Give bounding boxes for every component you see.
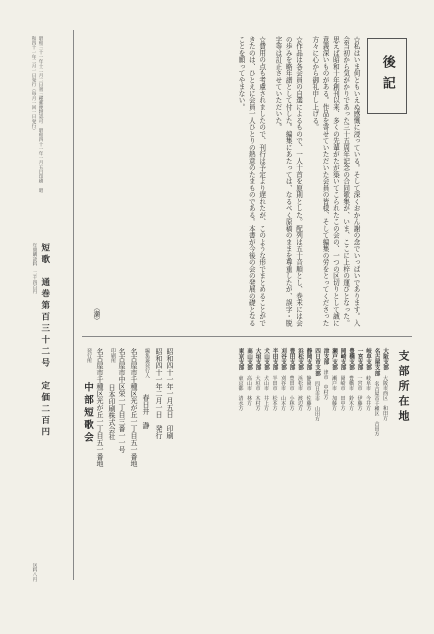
afterword-title-box	[367, 38, 407, 114]
publisher-label: 発行所	[86, 348, 92, 363]
branch-item	[372, 348, 381, 548]
branch-item	[355, 348, 364, 548]
branch-address: 四日市市 山田方	[314, 381, 320, 421]
branch-name: 大垣支部	[254, 348, 261, 371]
branch-name: 四日市支部	[314, 348, 320, 376]
branch-name: 高山支部	[246, 348, 252, 371]
branches-title: 支部所在地	[397, 350, 410, 425]
branch-item	[279, 348, 288, 548]
branch-item	[364, 348, 373, 548]
branch-address: 浜松市 渡辺方	[297, 375, 303, 411]
branch-name: 犬山支部	[263, 348, 269, 371]
branch-item	[304, 348, 313, 548]
branch-item	[245, 348, 254, 548]
branch-name: 瀬戸支部	[331, 348, 337, 371]
branch-address: 豊田市 小林方	[288, 375, 295, 411]
branch-address: 犬山市 井上方	[263, 375, 269, 411]
afterword-signature: （瀬）	[91, 304, 100, 324]
branch-item	[321, 348, 330, 548]
afterword-section	[82, 30, 407, 330]
colophon-divider	[73, 30, 74, 580]
branch-name: 名古屋支部	[373, 348, 380, 376]
branch-address: 高山市 林方	[246, 375, 252, 406]
editor-name: 春日井 瀞	[142, 394, 150, 429]
branch-name: 岡崎支部	[339, 348, 346, 371]
section-divider	[82, 336, 412, 337]
branch-address: 東京都 清水方	[237, 375, 244, 411]
colophon-footnote: 送料八円	[31, 563, 37, 582]
afterword-body	[230, 36, 361, 328]
branch-address: 瀬戸市 加藤方	[331, 375, 337, 411]
publisher-address: 名古屋市千種区光が丘一丁目五一番地	[96, 348, 104, 467]
branch-list	[236, 348, 389, 548]
afterword-paragraph-2: ☆作品は各会員の自選によるもので、一人十首を原則とした。配列は五十音順とし、巻末には会の歩みを略年譜として付した。編集にあたっては、なるべく原稿のままを尊重したが、誤字・脱字等は訂正させていただいた。	[273, 36, 303, 327]
branch-item	[347, 348, 356, 548]
branch-address: 名古屋市千種区 古田方	[373, 381, 380, 436]
branch-address: 半田市 松本方	[271, 375, 278, 411]
branch-name: 岐阜支部	[365, 348, 371, 371]
branch-address: 大阪市西区 和田方	[382, 375, 388, 421]
branch-name: 豊田支部	[288, 348, 295, 371]
branch-address: 刈谷市 山本方	[280, 375, 286, 411]
branch-name: 一宮支部	[356, 348, 363, 371]
branch-address: 静岡市 佐藤方	[305, 375, 312, 411]
afterword-paragraph-1: ☆私はいま何ともいえぬ感慨に浸っている。そして深くおかん謝の念でいっぱいであります。入会当初から気がかりであった三十五周年記念の合同歌集が、いま、ここに上梓の運びとなった。思えば昭和十年創刊以来、多くの先輩がたが築いてこられたこの会の、一つの区切りとして誠に意義深いものがある。作品を寄せていただいた会員の皆様、そして編集の労をとってくださった方々に心から御礼申し上げる。	[310, 36, 360, 327]
branch-name: 静岡支部	[305, 348, 312, 371]
branch-address: 大垣市 木村方	[254, 375, 261, 411]
publisher-name: 中部短歌会	[82, 382, 93, 445]
branches-section	[175, 348, 411, 548]
branch-item	[313, 348, 322, 548]
printer-label: 印刷所	[110, 348, 116, 363]
branch-item	[262, 348, 271, 548]
branch-name: 刈谷支部	[280, 348, 286, 371]
branch-name: 津支部	[322, 348, 329, 365]
branch-item	[330, 348, 339, 548]
afterword-title: 後記	[379, 55, 395, 97]
colophon-title-price: 短歌 通巻第百三十二号 定価二百円	[39, 243, 50, 439]
editor-label: 編集兼発行人	[144, 348, 150, 378]
branch-name: 浜松支部	[297, 348, 303, 371]
publication-info	[82, 348, 174, 588]
printer-address: 名古屋市中区栄一丁目三番一一号	[118, 348, 126, 453]
branch-item	[287, 348, 296, 548]
printer-name: 日本印刷株式会社	[108, 384, 116, 440]
editor-address: 名古屋市千種区光が丘一丁目五一番地	[130, 348, 138, 467]
colophon	[30, 28, 66, 588]
branch-name: 大阪支部	[382, 348, 388, 371]
branch-item	[296, 348, 305, 548]
afterword-paragraph-3: ☆費用の点も考慮されましたので、刊行は予定より遅れたが、このような形でまとめることができたのは、ひとえに会員一人ひとりの熱意のたまものである。本書が今後の会の発展の礎となることを願ってやまない。	[237, 36, 266, 327]
branch-item	[270, 348, 279, 548]
branch-item	[253, 348, 262, 548]
branch-item	[338, 348, 347, 548]
branch-address: 豊橋市 鈴木方	[348, 375, 354, 411]
branch-address: 岐阜市 今井方	[365, 375, 371, 411]
branch-name: 半田支部	[271, 348, 278, 371]
branch-name: 豊橋支部	[348, 348, 354, 371]
branch-item	[236, 348, 245, 548]
print-date: 昭和四十一年一月五日 印刷	[166, 348, 174, 439]
branch-address: 一宮市 伊藤方	[356, 375, 363, 411]
colophon-subscription: 年間購読料 二千四百円	[31, 243, 37, 294]
branch-address: 岡崎市 田中方	[339, 375, 346, 411]
issue-date: 昭和四十一年二月一日 発行	[155, 348, 163, 439]
branch-name: 東京支部	[237, 348, 244, 371]
colophon-notes: 昭和三十一年十二月二日第三種郵便物認可 昭和四十一年一月五日印刷 昭和四十一年二月一日発行（毎月一回一日発行）	[31, 36, 43, 193]
branch-address: 津市 中村方	[322, 369, 329, 400]
branch-item	[381, 348, 390, 548]
